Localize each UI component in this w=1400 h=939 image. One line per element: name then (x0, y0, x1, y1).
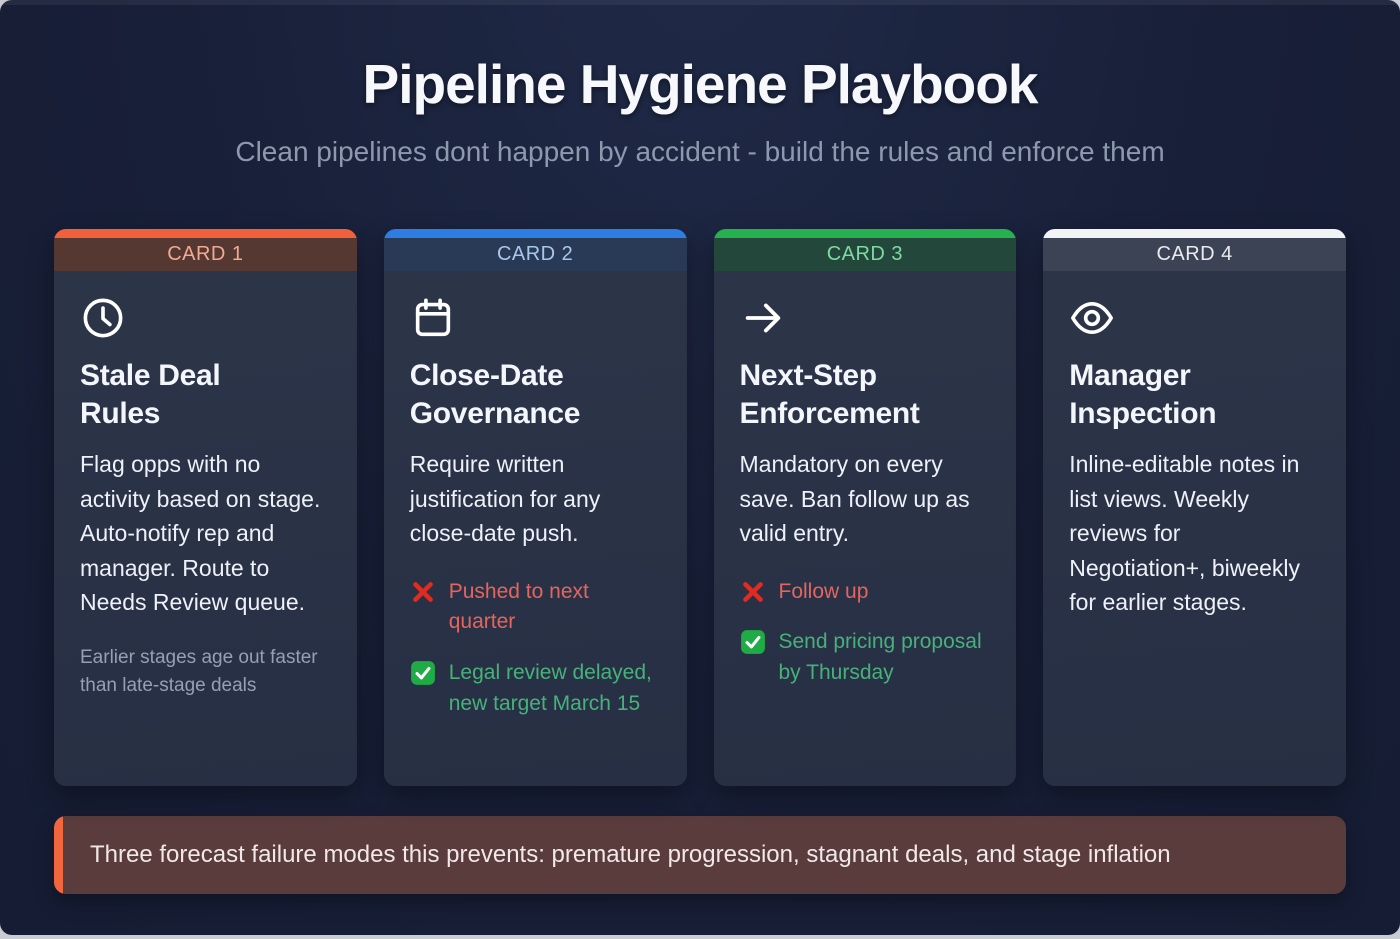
card-title: Close-Date Governance (409, 359, 581, 431)
card-title: Manager Inspection (1069, 359, 1217, 431)
example-list (410, 577, 661, 720)
cross-mark-icon (740, 579, 766, 605)
card-content (384, 271, 687, 743)
card-header (384, 229, 687, 271)
card-accent-stripe (714, 229, 1017, 238)
card-description: Inline-editable notes in list views. Weekly reviews for Negotiation+, biweekly for earlier stages. (1069, 451, 1301, 616)
eye-icon (1069, 295, 1115, 341)
banner-text: Three forecast failure modes this prevents: premature progression, stagnant deals, and stage inflation (90, 841, 1171, 868)
bad-example-text: Follow up (778, 579, 869, 603)
banner-accent-stripe (54, 816, 63, 894)
card-badge: CARD 1 (54, 238, 357, 271)
card-description: Require written justification for any close-date push. (409, 451, 601, 547)
card-accent-stripe (384, 229, 687, 238)
example-list (740, 577, 991, 689)
calendar-icon (410, 295, 456, 341)
good-example-text: Legal review delayed, new target March 15 (448, 661, 652, 715)
card-badge: CARD 4 (1043, 238, 1346, 271)
card-accent-stripe (1043, 229, 1346, 238)
bad-example-item (740, 577, 991, 608)
good-example-item (410, 658, 661, 719)
card-content (54, 271, 357, 724)
good-example-item (740, 627, 991, 688)
card-stale-deal-rules (54, 229, 357, 786)
card-header (714, 229, 1017, 271)
cross-mark-icon (410, 579, 436, 605)
card-header (1043, 229, 1346, 271)
page-header (0, 0, 1400, 168)
page-title: Pipeline Hygiene Playbook (362, 53, 1038, 115)
card-next-step-enforcement (714, 229, 1017, 786)
bad-example-text: Pushed to next quarter (448, 579, 589, 634)
bad-example-item (410, 577, 661, 638)
page-subtitle: Clean pipelines dont happen by accident - build the rules and enforce them (235, 136, 1165, 167)
card-header (54, 229, 357, 271)
check-mark-icon (410, 660, 436, 686)
arrow-right-icon (740, 295, 786, 341)
card-close-date-governance (384, 229, 687, 786)
card-title: Next-Step Enforcement (739, 359, 920, 431)
card-description: Mandatory on every save. Ban follow up as valid entry. (739, 451, 970, 547)
card-manager-inspection (1043, 229, 1346, 786)
card-description: Flag opps with no activity based on stage. Auto-notify rep and manager. Route to Needs Review queue. (80, 451, 321, 616)
card-accent-stripe (54, 229, 357, 238)
card-badge: CARD 3 (714, 238, 1017, 271)
clock-icon (80, 295, 126, 341)
card-content (714, 271, 1017, 713)
card-note: Earlier stages age out faster than late-stage deals (80, 646, 318, 696)
good-example-text: Send pricing proposal by Thursday (778, 630, 982, 684)
cards-row (54, 229, 1346, 786)
footer-banner (54, 816, 1346, 894)
card-content (1043, 271, 1346, 644)
card-title: Stale Deal Rules (80, 359, 221, 431)
card-badge: CARD 2 (384, 238, 687, 271)
check-mark-icon (740, 629, 766, 655)
